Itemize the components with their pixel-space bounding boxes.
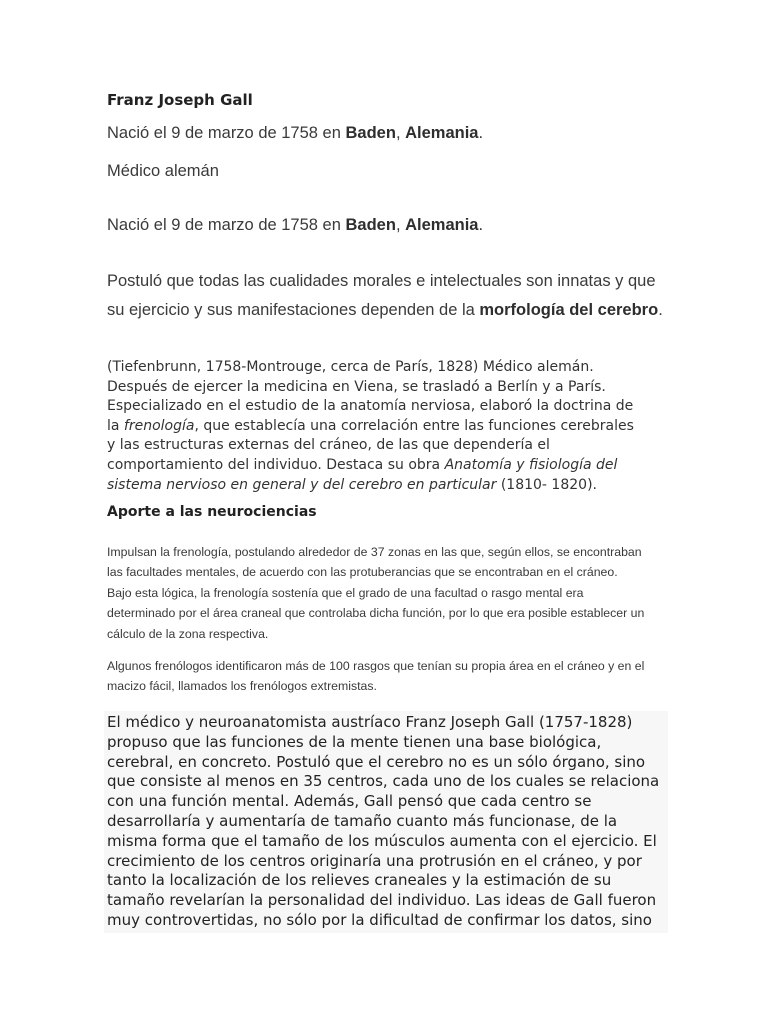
birth-country: Alemania bbox=[405, 216, 479, 234]
birth-line-2 bbox=[107, 216, 483, 235]
paragraph-line: propuso que las funciones de la mente tienen una base biológica, bbox=[107, 732, 602, 751]
biography-paragraph bbox=[107, 358, 667, 495]
paragraph-line: Impulsan la frenología, postulando alrededor de 37 zonas en las que, según ellos, se encontraban bbox=[107, 545, 642, 559]
birth-city: Baden bbox=[345, 216, 396, 234]
paragraph-line: cerebral, en concreto. Postuló que el cerebro no es un sólo órgano, sino bbox=[107, 752, 646, 771]
bio-line bbox=[107, 417, 667, 437]
birth-text: Nació el 9 de marzo de 1758 en bbox=[107, 216, 346, 234]
bio-line: y las estructuras externas del cráneo, de las que dependería el bbox=[107, 437, 550, 454]
document-title: Franz Joseph Gall bbox=[107, 91, 253, 109]
period: . bbox=[478, 216, 484, 234]
bio-italic: sistema nervioso en general y del cerebro en particular bbox=[107, 476, 497, 493]
birth-line-1 bbox=[107, 124, 483, 143]
paragraph-line: desarrollaría y aumentaría de tamaño cuanto más funcionase, de la bbox=[107, 811, 618, 830]
period: . bbox=[658, 301, 663, 319]
bio-text: comportamiento del individuo. Destaca su obra bbox=[107, 456, 445, 473]
birth-city: Baden bbox=[345, 124, 396, 142]
postulate-paragraph bbox=[107, 267, 667, 325]
paragraph-line: Bajo esta lógica, la frenología sostenía que el grado de una facultad o rasgo mental era bbox=[107, 585, 584, 600]
bio-text: , que establecía una correlación entre las funciones cerebrales bbox=[194, 417, 634, 434]
profession-line: Médico alemán bbox=[107, 162, 219, 180]
postulate-text: Postuló que todas las cualidades morales e intelectuales son innatas y que su ejercicio y sus manifestaciones dependen de la bbox=[107, 272, 656, 319]
paragraph-line: tamaño revelarían la personalidad del individuo. Las ideas de Gall fueron bbox=[107, 891, 657, 910]
separator: , bbox=[395, 216, 406, 234]
paragraph-line: con una función mental. Además, Gall pensó que cada centro se bbox=[107, 792, 592, 811]
bio-italic: Anatomía y fisiología del bbox=[444, 456, 618, 473]
birth-text: Nació el 9 de marzo de 1758 en bbox=[107, 124, 346, 142]
bio-line bbox=[107, 476, 667, 496]
paragraph-line: tanto la localización de los relieves craneales y la estimación de su bbox=[107, 871, 612, 890]
paragraph-line: que consiste al menos en 35 centros, cada uno de los cuales se relaciona bbox=[107, 772, 660, 791]
paragraph-line: Algunos frenólogos identificaron más de 100 rasgos que tenían su propia área en el cráneo y en el bbox=[107, 659, 645, 673]
birth-country: Alemania bbox=[405, 124, 479, 142]
phrenology-paragraph bbox=[107, 542, 667, 644]
bio-line bbox=[107, 456, 667, 476]
paragraph-line: las facultades mentales, de acuerdo con las protuberancias que se encontraban en el cráneo. bbox=[107, 565, 618, 580]
bio-line: Especializado en el estudio de la anatomía nerviosa, elaboró la doctrina de bbox=[107, 398, 634, 415]
paragraph-line: crecimiento de los centros originaría una protrusión en el cráneo, y por bbox=[107, 851, 642, 870]
paragraph-line: misma forma que el tamaño de los músculos aumenta con el ejercicio. El bbox=[107, 831, 657, 850]
postulate-bold: morfología del cerebro bbox=[479, 301, 659, 319]
section-heading: Aporte a las neurociencias bbox=[107, 504, 317, 520]
separator: , bbox=[395, 124, 406, 142]
paragraph-line: muy controvertidas, no sólo por la dificultad de confirmar los datos, sino bbox=[107, 910, 652, 929]
gall-theory-paragraph bbox=[104, 711, 668, 933]
paragraph-line: macizo fácil, llamados los frenólogos extremistas. bbox=[107, 679, 377, 694]
bio-line: (Tiefenbrunn, 1758-Montrouge, cerca de París, 1828) Médico alemán. bbox=[107, 359, 594, 375]
bio-text: la bbox=[107, 417, 124, 434]
bio-line: Después de ejercer la medicina en Viena, se trasladó a Berlín y a París. bbox=[107, 378, 606, 395]
paragraph-line: cálculo de la zona respectiva. bbox=[107, 626, 269, 641]
period: . bbox=[478, 124, 484, 142]
paragraph-line: determinado por el área craneal que controlaba dicha función, por lo que era posible establecer un bbox=[107, 606, 645, 621]
extremists-paragraph bbox=[107, 656, 667, 697]
bio-italic: frenología bbox=[123, 417, 195, 434]
bio-text: (1810- 1820). bbox=[496, 476, 597, 493]
paragraph-line: El médico y neuroanatomista austríaco Franz Joseph Gall (1757-1828) bbox=[107, 713, 633, 731]
